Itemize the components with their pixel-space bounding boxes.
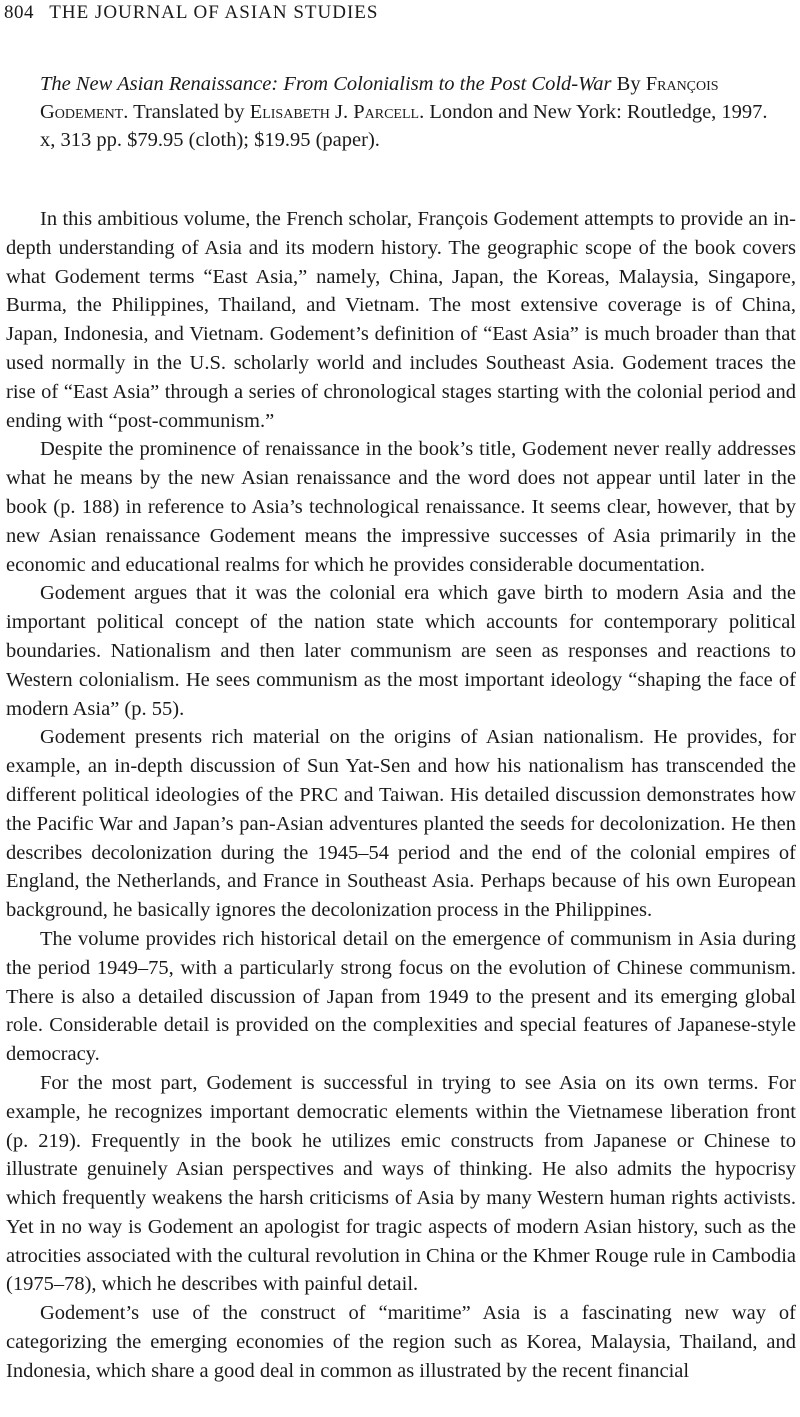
paragraph-2: Despite the prominence of renaissance in the book’s title, Godement never really addresses what he means by the new Asian renaissance and the word does not appear until later in the book (p. 188) in reference to Asia’s technological renaissance. It seems clear, however, that by new Asian renaissance Godement means the impressive successes of Asia primarily in the economic and educational realms for which he provides considerable documentation. (6, 438, 796, 576)
translator-name: Elisabeth J. Parcell (249, 101, 420, 123)
book-title: The New Asian Renaissance: From Colonialism to the Post Cold-War (40, 73, 612, 95)
paragraph-1: In this ambitious volume, the French scholar, François Godement attempts to provide an in-depth understanding of Asia and its modern history. The geographic scope of the book covers what Godement terms “East Asia,” namely, China, Japan, the Koreas, Malaysia, Singapore, Burma, the Philippines, Thailand, and Vietnam. The most extensive coverage is of China, Japan, Indonesia, and Vietnam. Godement’s definition of “East Asia” is much broader than that used normally in the U.S. scholarly world and includes Southeast Asia. Godement traces the rise of “East Asia” through a series of chronological stages starting with the colonial period and ending with “post-communism.” (6, 208, 796, 432)
author-name: François Godement (40, 73, 719, 123)
by-label: By (616, 73, 641, 95)
journal-title: THE JOURNAL OF ASIAN STUDIES (49, 2, 379, 23)
translated-by-label: Translated by (133, 101, 245, 123)
paragraph-5: The volume provides rich historical detail on the emergence of communism in Asia during the period 1949–75, with a particularly strong focus on the evolution of Chinese communism. There is also a detailed discussion of Japan from 1949 to the present and its emerging global role. Considerable detail is provided on the complexities and special features of Japanese-style democracy. (6, 927, 796, 1066)
paragraph-4: Godement presents rich material on the origins of Asian nationalism. He provides, for example, an in-depth discussion of Sun Yat-Sen and how his nationalism has transcended the different political ideologies of the PRC and Taiwan. His detailed discussion demonstrates how the Pacific War and Japan’s pan-Asian adventures planted the seeds for decolonization. He then describes decolonization during the 1945–54 period and the end of the colonial empires of England, the Netherlands, and France in Southeast Asia. Perhaps because of his own European background, he basically ignores the decolonization process in the Philippines. (6, 726, 796, 922)
review-body (6, 205, 796, 1386)
paragraph-7: Godement’s use of the construct of “maritime” Asia is a fascinating new way of categorizing the emerging economies of the region such as Korea, Malaysia, Thailand, and Indonesia, which share a good deal in common as illustrated by the recent financial (6, 1302, 796, 1382)
page-number: 804 (4, 2, 34, 23)
running-head (4, 0, 378, 26)
publication-info: London and New York: Routledge, 1997. x, 313 pp. $79.95 (cloth); $19.95 (paper). (40, 101, 768, 151)
paragraph-6: For the most part, Godement is successful in trying to see Asia on its own terms. For example, he recognizes important democratic elements within the Vietnamese liberation front (p. 219). Frequently in the book he utilizes emic constructs from Japanese or Chinese to illustrate genuinely Asian perspectives and ways of thinking. He also admits the hypocrisy which frequently weakens the harsh criticisms of Asia by many Western human rights activists. Yet in no way is Godement an apologist for tragic aspects of modern Asian history, such as the atrocities associated with the cultural revolution in China or the Khmer Rouge rule in Cambodia (1975–78), which he describes with painful detail. (6, 1071, 796, 1296)
book-citation: The New Asian Renaissance: From Colonialism to the Post Cold-War By François Godement. Translated by Elisabeth J. Parcell. London and New York: Routledge, 1997. x, 313 pp. $79.95 (cloth); $19.95 (paper). (40, 73, 768, 151)
paragraph-3: Godement argues that it was the colonial era which gave birth to modern Asia and the important political concept of the nation state which accounts for contemporary political boundaries. Nationalism and then later communism are seen as responses and reactions to Western colonialism. He sees communism as the most important ideology “shaping the face of modern Asia” (p. 55). (6, 582, 796, 720)
